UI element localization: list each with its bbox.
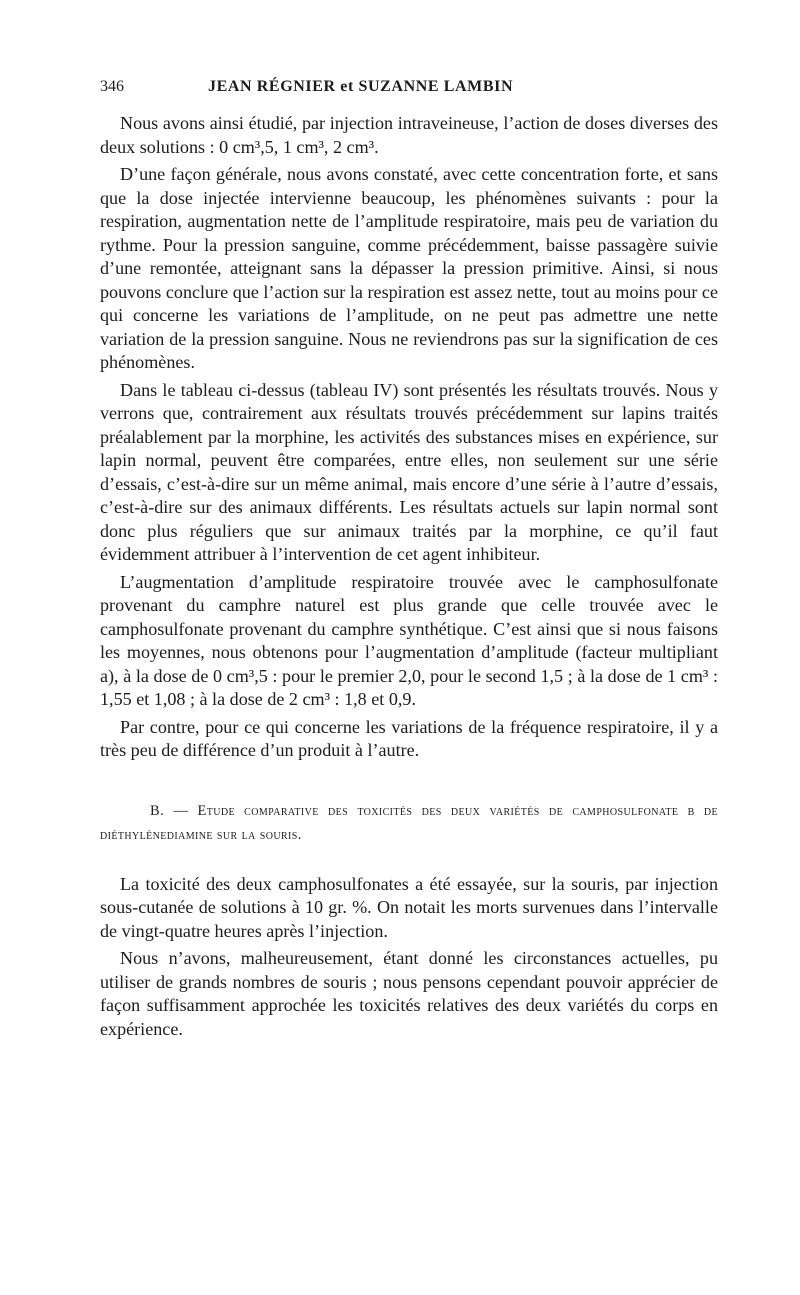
paragraph: La toxicité des deux camphosulfonates a été essayée, sur la souris, par injection sous-cutanée de solutions à 10 gr. %. On notait les morts survenues dans l’intervalle de vingt-quatre heures après l’injection. [100,873,718,941]
paragraph: Dans le tableau ci-dessus (tableau IV) sont présentés les résultats trouvés. Nous y verrons que, contrairement aux résultats trouvés précédemment sur lapins traités préalablement par la morphine, les activités des substances mises en expérience, sur lapin normal, peuvent être comparées, entre elles, non seulement sur une série d’essais, c’est-à-dire sur un même animal, mais encore d’une série à l’autre d’essais, c’est-à-dire sur des animaux différents. Les résultats actuels sur lapin normal sont donc plus réguliers que sur animaux traités par la morphine, ce qu’il faut évidemment attribuer à l’intervention de cet agent inhibiteur. [100,379,718,564]
paragraph: L’augmentation d’amplitude respiratoire trouvée avec le camphosulfonate provenant du camphre naturel est plus grande que celle trouvée avec le camphosulfonate provenant du camphre synthétique. C’est ainsi que si nous faisons les moyennes, nous obtenons pour l’augmentation d’amplitude (facteur multipliant a), à la dose de 0 cm³,5 : pour le premier 2,0, pour le second 1,5 ; à la dose de 1 cm³ : 1,55 et 1,08 ; à la dose de 2 cm³ : 1,8 et 0,9. [100,571,718,709]
page-number: 346 [100,78,124,95]
paragraph: Nous avons ainsi étudié, par injection intraveineuse, l’action de doses diverses des deux solutions : 0 cm³,5, 1 cm³, 2 cm³. [100,113,718,157]
running-title: JEAN RÉGNIER et SUZANNE LAMBIN [208,78,514,95]
paragraph: D’une façon générale, nous avons constaté, avec cette concentration forte, et sans que la dose injectée intervienne beaucoup, les phénomènes suivants : pour la respiration, augmentation nette de l’amplitude respiratoire, mais peu de variation du rythme. Pour la pression sanguine, comme précédemment, baisse passagère suivie d’une remontée, atteignant sans la dépasser la pression primitive. Ainsi, si nous pouvons conclure que l’action sur la respiration est assez nette, tout au moins pour ce qui concerne les variations de l’amplitude, on ne peut pas admettre une nette variation de la pression sanguine. Nous ne reviendrons pas sur la signification de ces phénomènes. [100,164,718,372]
paragraph: Par contre, pour ce qui concerne les variations de la fréquence respiratoire, il y a très peu de différence d’un produit à l’autre. [100,716,718,760]
document-page [100,78,718,1045]
paragraph: Nous n’avons, malheureusement, étant donné les circonstances actuelles, pu utiliser de grands nombres de souris ; nous pensons cependant pouvoir apprécier de façon suffisamment approchée les toxicités relatives des deux variétés du corps en expérience. [100,948,718,1039]
section-heading: B. — Etude comparative des toxicités des deux variétés de camphosulfonate β de diéthylènediamine sur la souris. [100,802,718,843]
running-header [100,78,718,112]
